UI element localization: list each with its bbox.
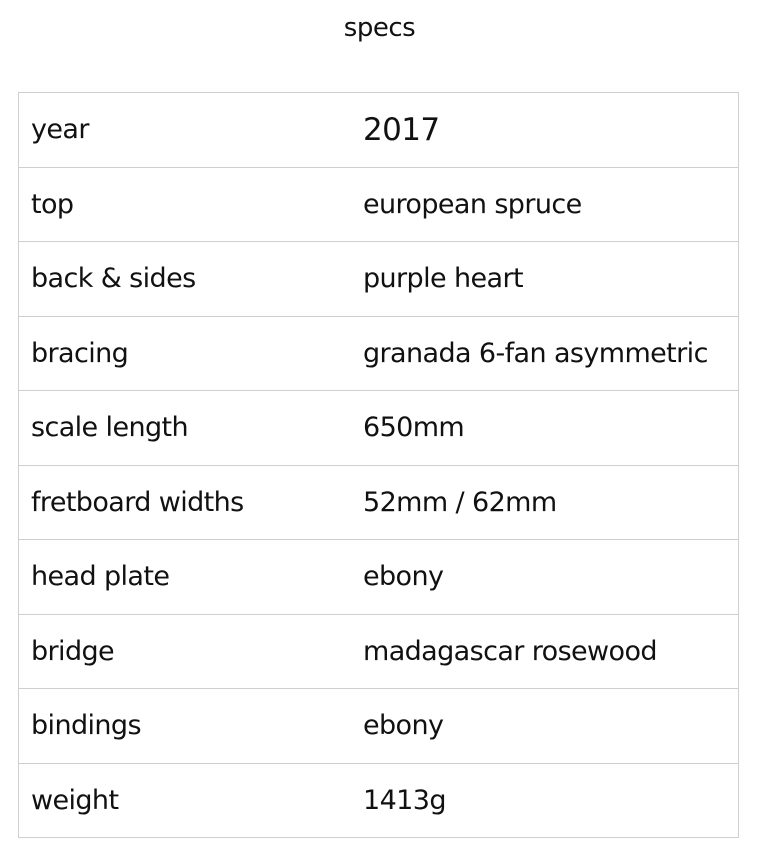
- spec-label: fretboard widths: [19, 465, 352, 540]
- spec-label: bindings: [19, 689, 352, 764]
- table-row: [19, 391, 739, 466]
- table-row: [19, 763, 739, 838]
- spec-value: 1413g: [351, 763, 739, 838]
- spec-value: ebony: [351, 540, 739, 615]
- spec-value: 650mm: [351, 391, 739, 466]
- spec-label: scale length: [19, 391, 352, 466]
- spec-label: year: [19, 93, 352, 168]
- spec-label: back & sides: [19, 242, 352, 317]
- spec-value: purple heart: [351, 242, 739, 317]
- table-row: [19, 689, 739, 764]
- spec-value: 2017: [351, 93, 739, 168]
- page-title: specs: [343, 13, 416, 43]
- table-row: [19, 540, 739, 615]
- table-row: [19, 316, 739, 391]
- spec-value: ebony: [351, 689, 739, 764]
- table-row: [19, 465, 739, 540]
- spec-value: 52mm / 62mm: [351, 465, 739, 540]
- spec-value: granada 6-fan asymmetric: [351, 316, 739, 391]
- table-row: [19, 614, 739, 689]
- spec-label: head plate: [19, 540, 352, 615]
- spec-label: weight: [19, 763, 352, 838]
- spec-label: bridge: [19, 614, 352, 689]
- spec-label: top: [19, 167, 352, 242]
- table-row: [19, 167, 739, 242]
- table-row: [19, 242, 739, 317]
- specs-table: [18, 92, 739, 838]
- spec-value: european spruce: [351, 167, 739, 242]
- spec-value: madagascar rosewood: [351, 614, 739, 689]
- spec-label: bracing: [19, 316, 352, 391]
- table-row: [19, 93, 739, 168]
